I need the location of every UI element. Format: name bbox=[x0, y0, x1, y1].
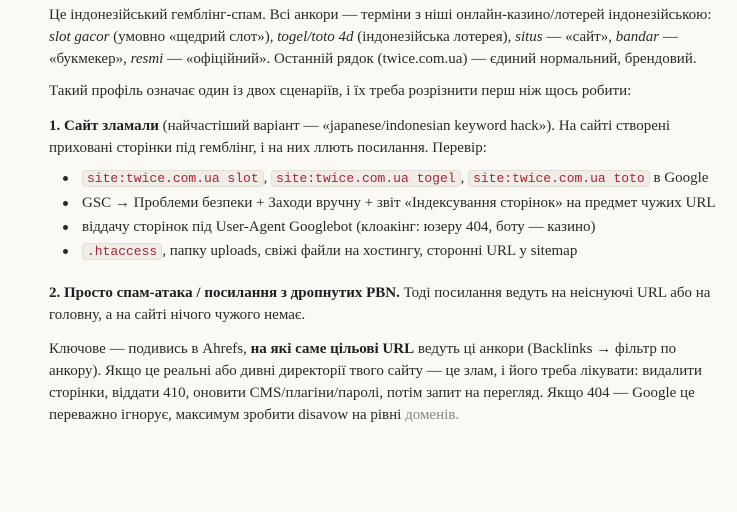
term-situs: situs bbox=[515, 29, 543, 45]
text-span: Ключове — подивись в Ahrefs, bbox=[49, 341, 251, 357]
text-span: — «сайт», bbox=[542, 29, 616, 45]
term-bandar: bandar bbox=[615, 29, 660, 45]
scenario-spam-title: 2. Просто спам-атака / посилання з дропнутих PBN. bbox=[49, 285, 400, 301]
text-span: , bbox=[460, 170, 469, 186]
scenario-hacked-title: 1. Сайт зламали bbox=[49, 118, 159, 134]
term-togel: togel/toto 4d bbox=[277, 29, 354, 45]
text-span: в Google bbox=[649, 170, 709, 186]
bullet-icon bbox=[63, 201, 68, 206]
emphasis: на які саме цільові URL bbox=[250, 341, 415, 357]
scenario-intro: Такий профіль означає один із двох сценаріїв, і їх треба розрізнити перш ніж щось робити: bbox=[49, 83, 632, 99]
list-item bbox=[82, 240, 717, 263]
text-span: Тоді посилання ведуть на неіснуючі URL або на головну, а на сайті нічого чужого немає. bbox=[49, 285, 711, 323]
text-span: Це індонезійський гемблінг-спам. Всі анкори — терміни з ніші онлайн-казино/лотерей індонезійською: bbox=[49, 7, 712, 23]
scenario-hacked bbox=[49, 115, 717, 159]
list-item bbox=[82, 192, 717, 214]
text-span: GSC → Проблеми безпеки + Заходи вручну + звіт «Індексування сторінок» на предмет чужих URL bbox=[82, 195, 716, 211]
text-span: (умовно «щедрий слот»), bbox=[109, 29, 278, 45]
inline-code: .htaccess bbox=[82, 243, 162, 260]
bullet-icon bbox=[63, 176, 68, 181]
scenario-spam bbox=[49, 282, 717, 326]
inline-code: site:twice.com.ua toto bbox=[468, 170, 650, 187]
text-span: , bbox=[263, 170, 272, 186]
text-span: віддачу сторінок під User-Agent Googlebot (клоакінг: юзеру 404, боту — казино) bbox=[82, 219, 596, 235]
bullet-icon bbox=[63, 249, 68, 254]
term-slot-gacor: slot gacor bbox=[49, 29, 110, 45]
faded-text: доменів. bbox=[405, 407, 460, 423]
list-item bbox=[82, 216, 717, 238]
text-span: , папку uploads, свіжі файли на хостингу, сторонні URL у sitemap bbox=[162, 243, 578, 259]
list-item bbox=[82, 167, 717, 190]
text-span: (індонезійська лотерея), bbox=[353, 29, 516, 45]
bullet-icon bbox=[63, 225, 68, 230]
inline-code: site:twice.com.ua slot bbox=[82, 170, 264, 187]
check-list bbox=[49, 167, 717, 263]
text-span: ведуть ці анкори (Backlinks → фільтр по анкору). Якщо це реальні або дивні директорії твого сайту — це злам, і його треба лікувати: видалити сторінки, віддати 410, оновити CMS/плагіни/паролі, потім запит на перегляд. Якщо 404 — Google це переважно ігнорує, максимум зробити disavow на рівні bbox=[49, 341, 702, 423]
key-advice bbox=[49, 338, 717, 426]
term-resmi: resmi bbox=[130, 51, 164, 67]
text-span: — «букмекер», bbox=[49, 29, 678, 67]
inline-code: site:twice.com.ua togel bbox=[271, 170, 460, 187]
text-span: — «офіційний». Останній рядок (twice.com.ua) — єдиний нормальний, брендовий. bbox=[163, 51, 697, 67]
text-span: (найчастіший варіант — «japanese/indonesian keyword hack»). На сайті створені приховані сторінки під гемблінг, і на них ллють посилання. Перевір: bbox=[49, 118, 671, 156]
intro-paragraph bbox=[49, 4, 717, 70]
